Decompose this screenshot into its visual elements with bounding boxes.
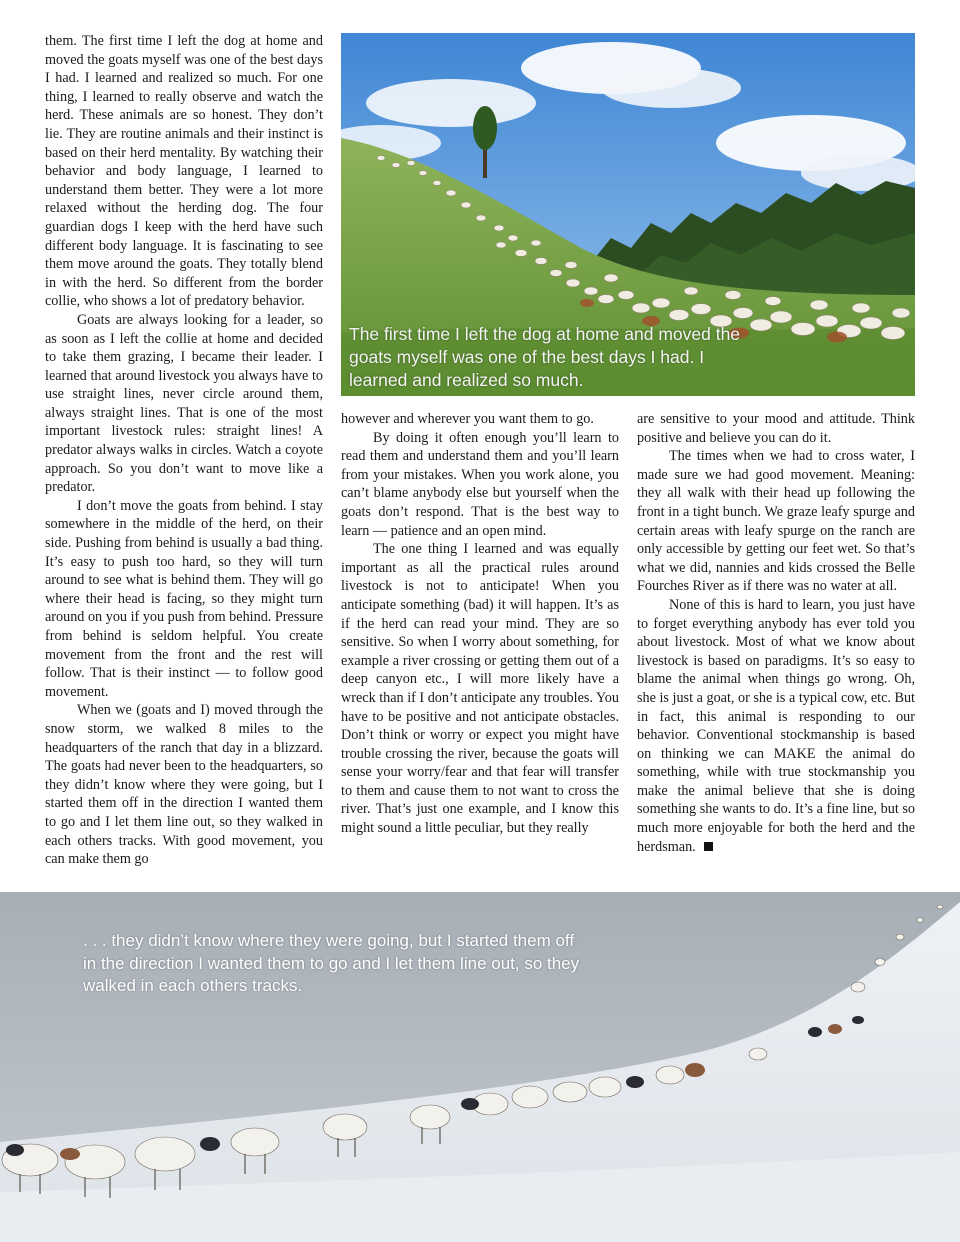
paragraph: By doing it often enough you’ll learn to read them and understand them and you’ll learn from your mistakes. When you work alone, you can’t blame anybody else but yourself when the goats don’t respond. That is the best way to learn — patience and an open mind. — [341, 429, 619, 539]
paragraph: however and wherever you want them to go. — [341, 411, 594, 427]
bottom-photo-caption: . . . they didn’t know where they were going, but I started them off in the direction I wanted them to go and I let them line out, so they walked in each others tracks. — [83, 931, 580, 995]
paragraph: The one thing I learned and was equally important as all the practical rules around livestock is not to anticipate! When you anticipate something (bad) it will happen. It’s as if the herd can read your mind. They are so sensitive. So when I worry about something, for example a river crossing or getting them out of a deep canyon etc., I will more likely have a wreck than if I don’t anticipate any troubles. You have to be positive and not anticipate obstacles. Don’t think or worry or expect you might have trouble crossing the river, because the goats will sense your worry/fear and that fear will transfer to them and cause them to not want to cross the river. That’s just one example, and I know this might sound a little peculiar, but they really — [341, 541, 619, 837]
article-left-column — [45, 32, 323, 869]
top-photo-caption: The first time I left the dog at home and moved the goats myself was one of the best days I had. I learned and realized so much. — [349, 324, 741, 390]
article-right-column — [637, 410, 915, 856]
paragraph: The times when we had to cross water, I made sure we had good movement. Meaning: they all walk with their head up following the front in a tight bunch. We graze leafy spurge and certain areas with leafy spurge on the ranch are only accessible by getting our feet wet. So that’s what we did, nannies and kids crossed the Belle Fourches River as if there was no water at all. — [637, 448, 915, 595]
paragraph — [637, 596, 915, 856]
paragraph: are sensitive to your mood and attitude. Think positive and believe you can do it. — [637, 411, 915, 446]
end-of-article-mark — [704, 842, 713, 851]
paragraph: Goats are always looking for a leader, so as soon as I left the collie at home and decided to take them grazing, I became their leader. I learned that around livestock you always have to use straight lines, never circle around them, always straight lines. That is one of the most important livestock rules: straight lines! A predator always walks in circles. Watch a coyote approach. So you don’t want to move like a predator. — [45, 311, 323, 496]
article-middle-column — [341, 410, 619, 838]
closing-paragraph-text: None of this is hard to learn, you just have to forget everything anybody has ever told you about livestock. Most of what we know about livestock is based on paradigms. It’s so easy to blame the animal when things go wrong. Oh, she is just a goat, or she is a typical cow, etc. But in fact, this animal is responding to our behavior. Conventional stockmanship is based on thinking we can MAKE the animal do something, while with true stockmanship you make the animal believe that she is doing something she wants to do. It’s a fine line, but so much more enjoyable for both the herd and the herdsman. — [637, 596, 915, 855]
paragraph: I don’t move the goats from behind. I stay somewhere in the middle of the herd, on their side. Pushing from behind is usually a bad thing. It’s easy to push too hard, so they will turn around to see what is behind them. They will go where their head is facing, so they might turn around on you if you push from behind. Pressure from behind is seldom helpful. You create movement from the front and the rest will follow. That is their instinct — to follow good movement. — [45, 497, 323, 700]
paragraph: them. The first time I left the dog at home and moved the goats myself was one of the best days I had. I learned and realized so much. For one thing, I learned to really observe and watch the herd. These animals are so honest. They don’t lie. They are routine animals and their instinct is based on their herd mentality. By watching their behavior and body language, I learned to understand them better. They were a lot more relaxed without the herding dog. The four guardian dogs I keep with the herd have such different body language. It is fascinating to see them move around the goats. They totally blend in with the herd. So different from the border collie, who shows a lot of predatory behavior. — [45, 33, 323, 310]
paragraph: When we (goats and I) moved through the snow storm, we walked 8 miles to the headquarters of the ranch that day in a blizzard. The goats had never been to the headquarters, so they didn’t know where they were going, but I started them off in the direction I wanted them to go and I let them line out, so they walked in each others tracks. With good movement, you can make them go — [45, 702, 323, 868]
